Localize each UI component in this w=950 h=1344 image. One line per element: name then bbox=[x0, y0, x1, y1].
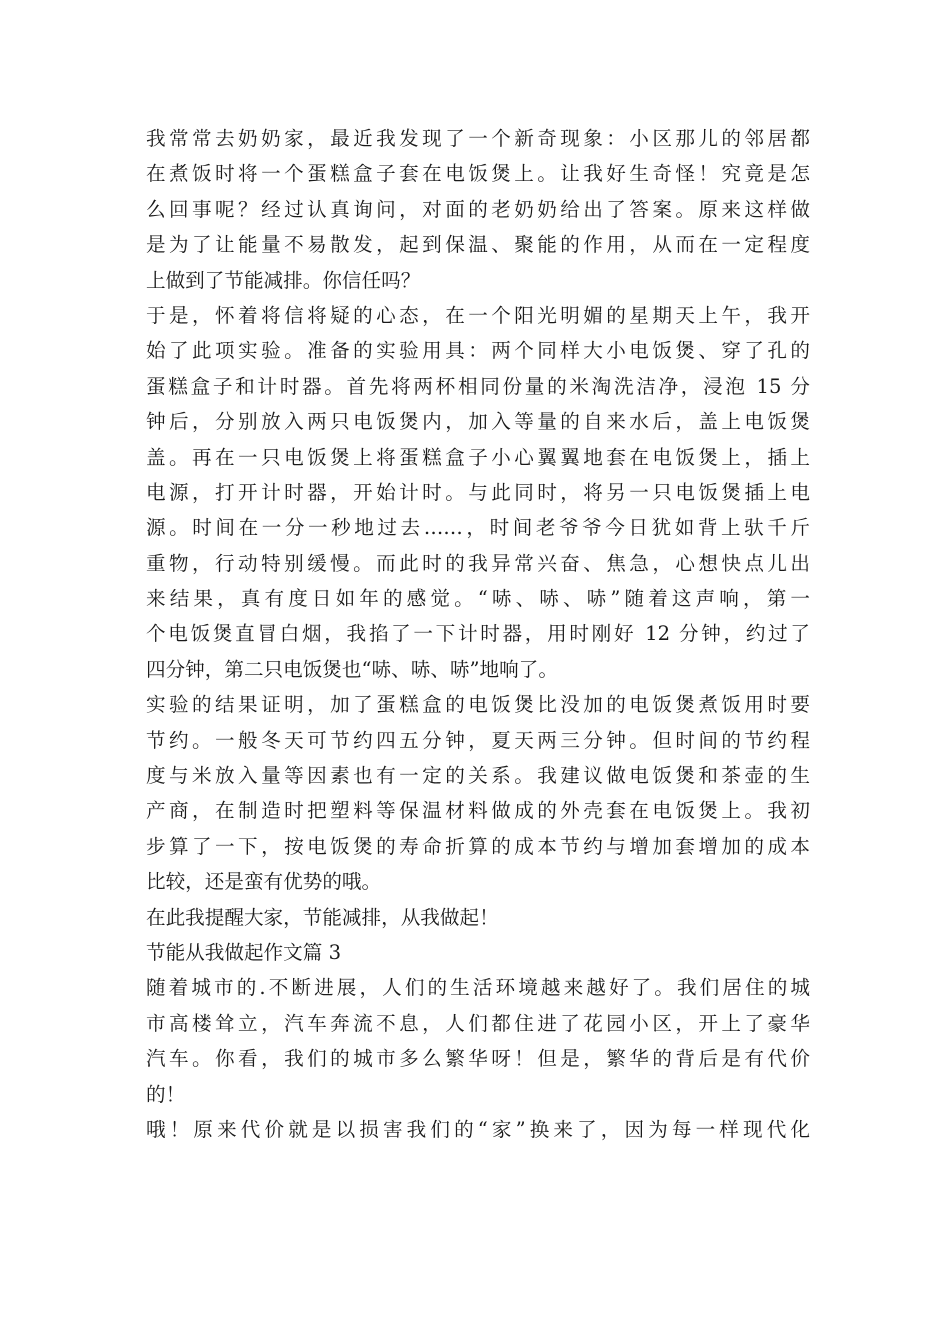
text-line: 源。时间在一分一秒地过去……，时间老爷爷今日犹如背上驮千斤 bbox=[146, 516, 810, 540]
text-line: 在煮饭时将一个蛋糕盒子套在电饭煲上。让我好生奇怪！究竟是怎 bbox=[146, 162, 810, 186]
text-line: 么回事呢？经过认真询问，对面的老奶奶给出了答案。原来这样做 bbox=[146, 197, 810, 221]
text-line: 步算了一下，按电饭煲的寿命折算的成本节约与增加套增加的成本 bbox=[146, 834, 810, 858]
text-line: 四分钟，第二只电饭煲也“哧、哧、哧”地响了。 bbox=[146, 657, 558, 681]
text-line: 蛋糕盒子和计时器。首先将两杯相同份量的米淘洗洁净，浸泡 15 分 bbox=[146, 374, 810, 398]
text-line: 的！ bbox=[146, 1082, 186, 1106]
text-line: 我常常去奶奶家，最近我发现了一个新奇现象：小区那儿的邻居都 bbox=[146, 127, 810, 150]
text-line: 钟后，分别放入两只电饭煲内，加入等量的自来水后，盖上电饭煲 bbox=[146, 410, 810, 434]
text-line: 来结果，真有度日如年的感觉。“哧、哧、哧”随着这声响，第一 bbox=[146, 587, 810, 611]
text-line: 个电饭煲直冒白烟，我掐了一下计时器，用时刚好 12 分钟，约过了 bbox=[146, 622, 810, 646]
text-line: 随着城市的.不断进展，人们的生活环境越来越好了。我们居住的城 bbox=[146, 976, 810, 1000]
text-line: 汽车。你看，我们的城市多么繁华呀！但是，繁华的背后是有代价 bbox=[146, 1047, 810, 1071]
text-line: 上做到了节能减排。你信任吗？ bbox=[146, 268, 421, 292]
text-line: 是为了让能量不易散发，起到保温、聚能的作用，从而在一定程度 bbox=[146, 233, 810, 257]
text-line: 比较，还是蛮有优势的哦。 bbox=[146, 870, 382, 894]
text-line: 市高楼耸立，汽车奔流不息，人们都住进了花园小区，开上了豪华 bbox=[146, 1011, 810, 1035]
document-body bbox=[146, 121, 810, 1147]
text-line: 电源，打开计时器，开始计时。与此同时，将另一只电饭煲插上电 bbox=[146, 480, 810, 504]
text-line: 盖。再在一只电饭煲上将蛋糕盒子小心翼翼地套在电饭煲上，插上 bbox=[146, 445, 810, 469]
text-line: 哦！原来代价就是以损害我们的“家”换来了，因为每一样现代化 bbox=[146, 1117, 810, 1141]
section-heading: 节能从我做起作文篇 3 bbox=[146, 940, 342, 964]
text-line: 在此我提醒大家，节能减排，从我做起！ bbox=[146, 905, 499, 929]
text-line: 产商，在制造时把塑料等保温材料做成的外壳套在电饭煲上。我初 bbox=[146, 799, 810, 823]
text-line: 重物，行动特别缓慢。而此时的我异常兴奋、焦急，心想快点儿出 bbox=[146, 551, 810, 575]
text-line: 实验的结果证明，加了蛋糕盒的电饭煲比没加的电饭煲煮饭用时要 bbox=[146, 693, 810, 717]
text-line: 始了此项实验。准备的实验用具：两个同样大小电饭煲、穿了孔的 bbox=[146, 339, 810, 363]
text-line: 于是，怀着将信将疑的心态，在一个阳光明媚的星期天上午，我开 bbox=[146, 303, 810, 327]
text-line: 节约。一般冬天可节约四五分钟，夏天两三分钟。但时间的节约程 bbox=[146, 728, 810, 752]
text-line: 度与米放入量等因素也有一定的关系。我建议做电饭煲和茶壶的生 bbox=[146, 764, 810, 788]
